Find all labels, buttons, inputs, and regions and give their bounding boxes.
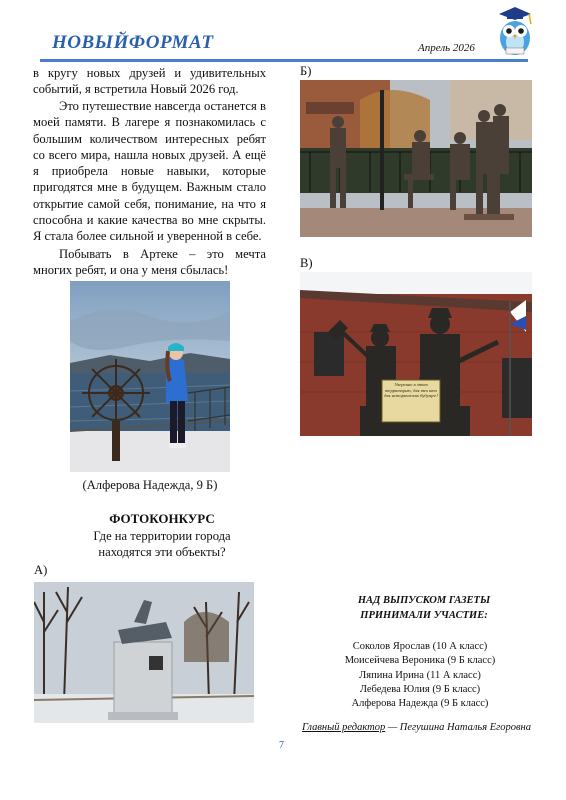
newspaper-title: НОВЫЙФОРМАТ [52,32,214,53]
statue-sign-text: Уверенно в этот территорию, для тех кто для исторических будущее! [384,382,438,399]
credits-heading: НАД ВЫПУСКОМ ГАЗЕТЫ ПРИНИМАЛИ УЧАСТИЕ: [357,595,491,621]
credit-person: Алферова Надежда (9 Б класс) [351,698,489,710]
credit-person: Моисейчева Вероника (9 Б класс) [344,655,496,667]
editor-role: Главный редактор [302,722,386,733]
credit-person: Лебедева Юлия (9 Б класс) [359,683,481,695]
article-paragraph-1: в кругу новых друзей и удивительных событий, я встретила Новый 2026 год. [33,66,266,97]
photo-c-firefighters [300,272,532,436]
photo-a-monument [34,582,254,723]
label-c: В) [300,256,313,270]
contest-question: Где на территории города находятся эти объекты? [93,529,231,559]
chief-editor [302,722,531,733]
photo-caption: (Алферова Надежда, 9 Б) [82,478,218,492]
article-paragraph-3: Побывать в Артеке – это мечта многих ребят, и она у меня сбылась! [33,247,266,278]
label-a: А) [34,563,48,577]
header-divider [40,59,528,62]
credits-list [330,640,510,711]
contest-title: ФОТОКОНКУРС [109,511,215,526]
artek-photo [70,281,230,472]
article-paragraph-2: Это путешествие навсегда останется в моей памяти. В лагере я познакомилась с большим количеством интересных ребят со всего мира, нашла новых друзей. А ещё я приобрела новые навыки, которые пригодятся мне в будущем. Важным стало открытие самой себя, понимание, на что я способна и какие качества во мне скрыты. Я стала более сильной и уверенной в себе. [33,99,266,244]
credit-person: Соколов Ярослав (10 А класс) [352,641,488,652]
photo-b-statues [300,80,532,237]
issue-date: Апрель 2026 [418,42,475,54]
label-b: Б) [300,64,312,78]
editor-separator: — [385,722,400,733]
editor-name: Пегушина Наталья Егоровна [399,722,531,733]
owl-graduate-icon [493,4,537,58]
credit-person: Ляпина Ирина (11 А класс) [359,669,481,681]
page-number: 7 [279,740,284,751]
